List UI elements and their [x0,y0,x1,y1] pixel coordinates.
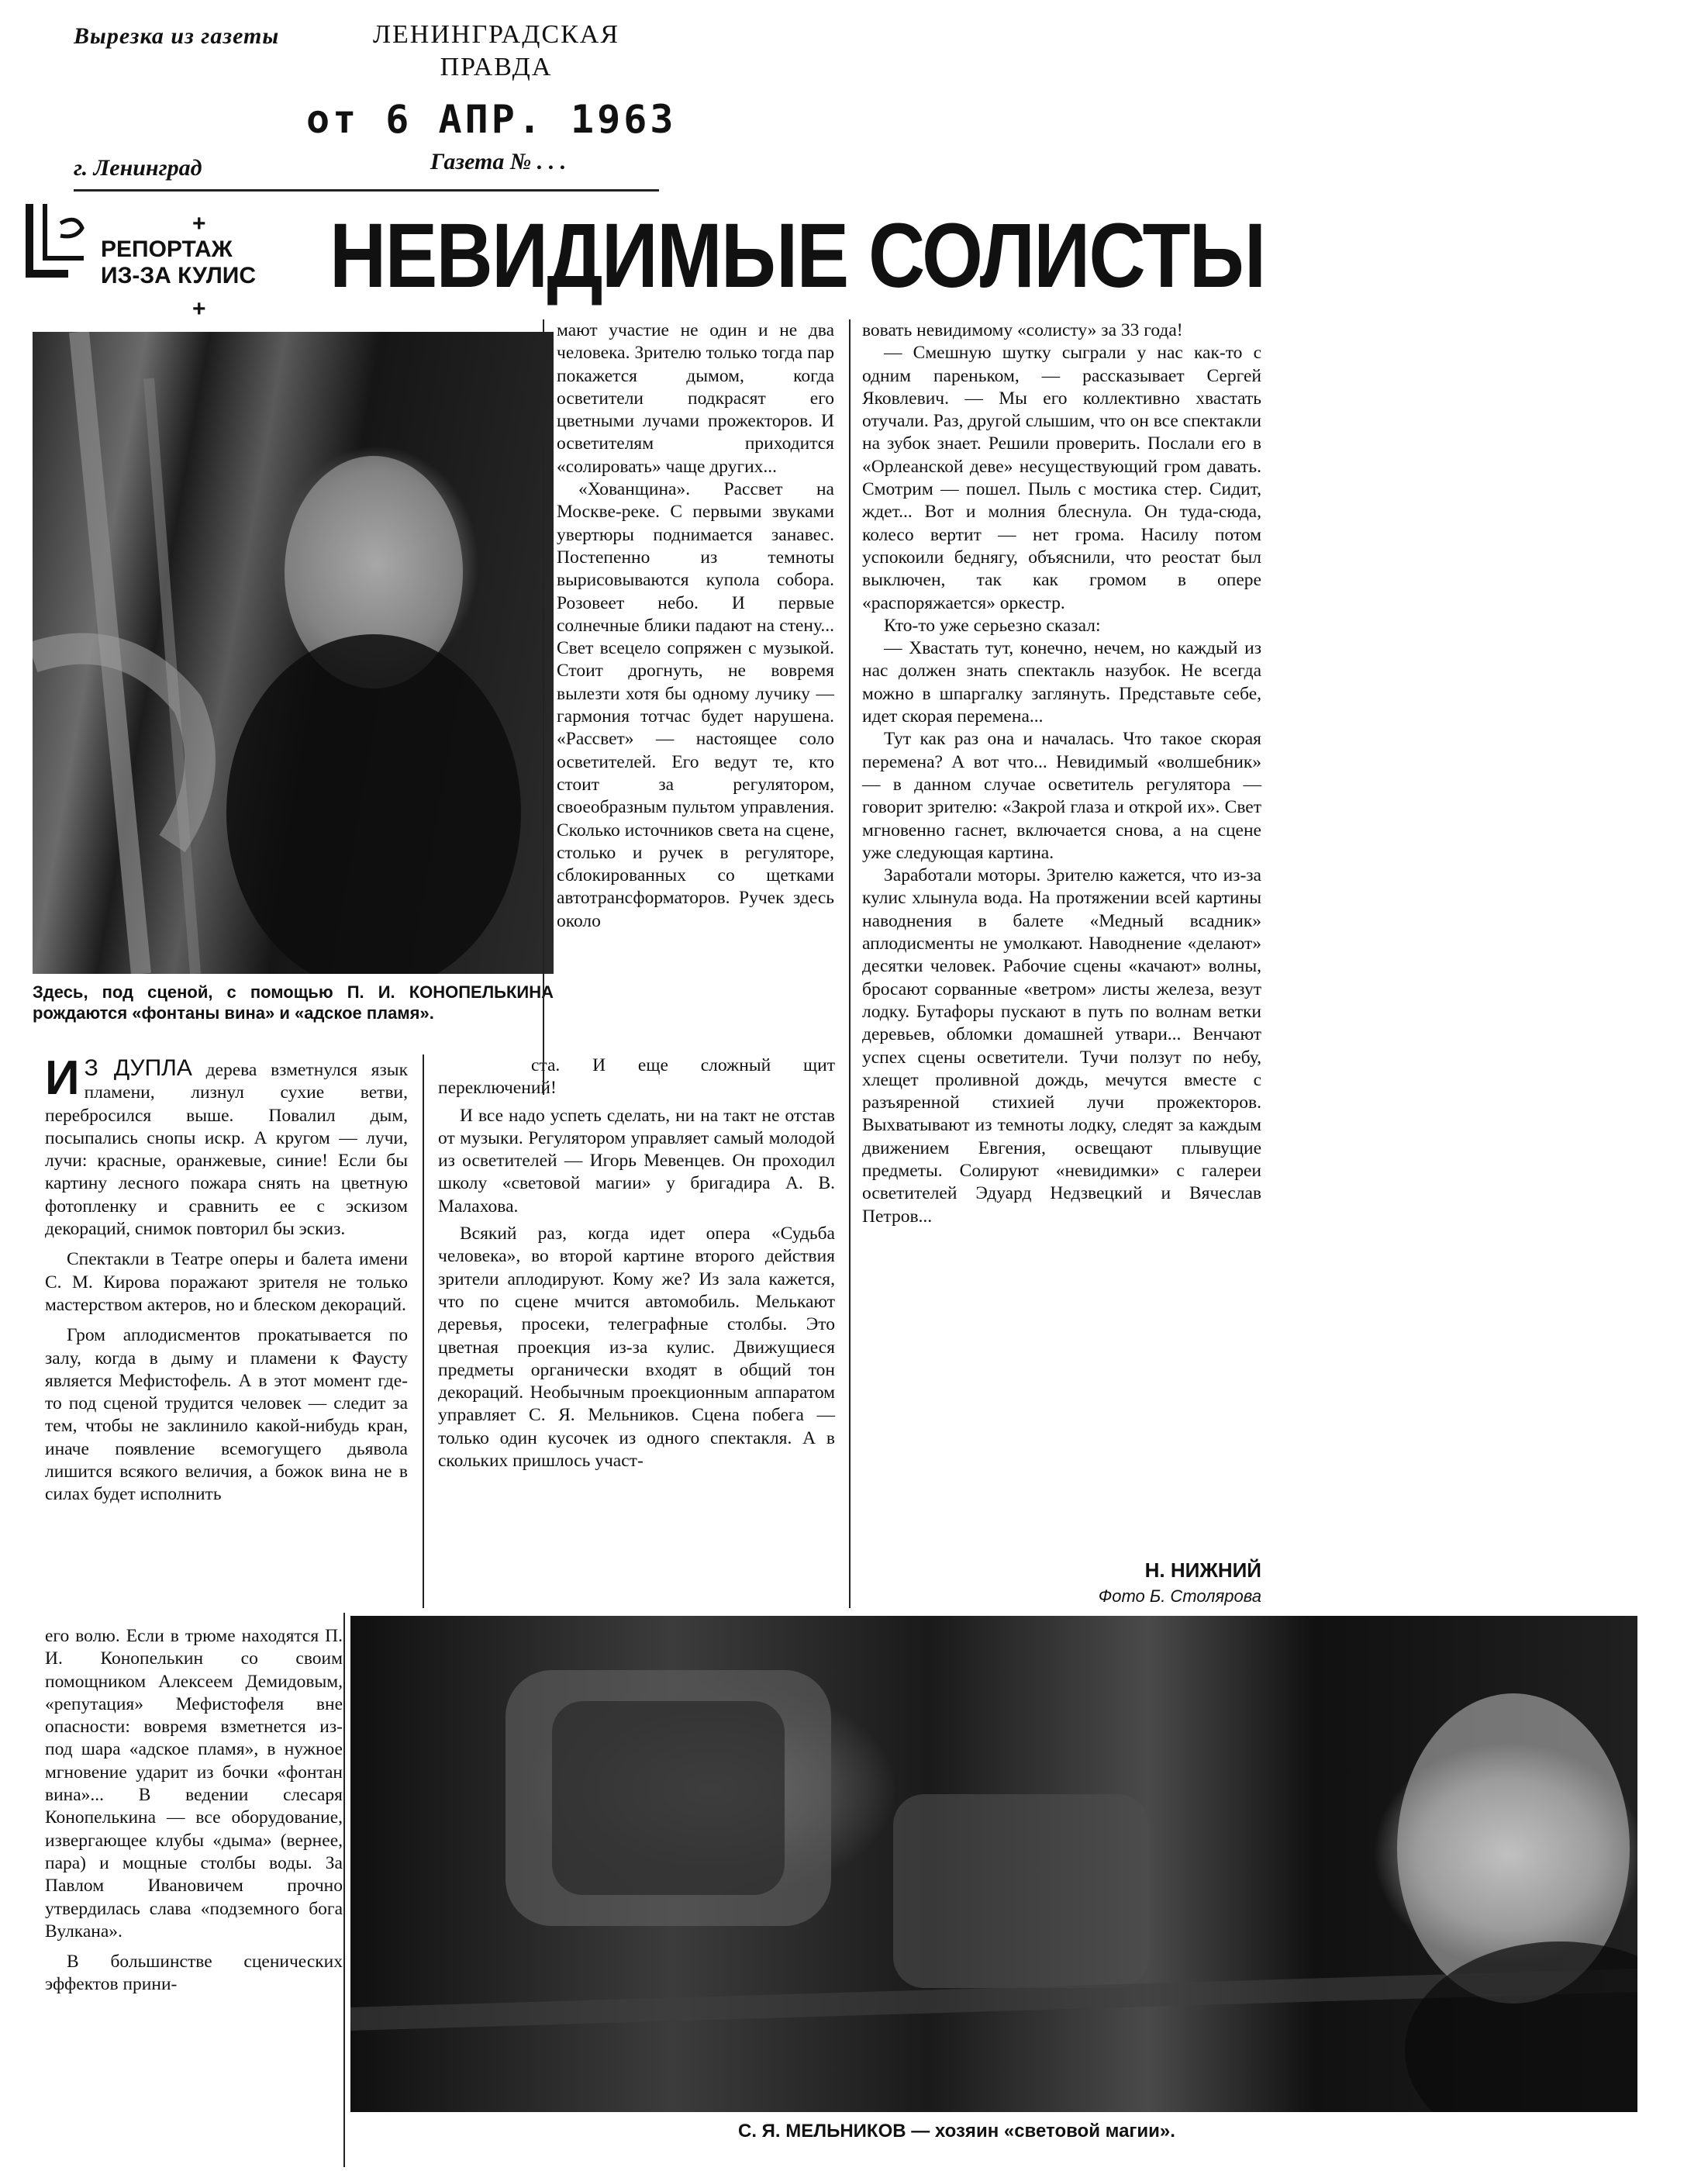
paragraph: Кто-то уже серьезно сказал: [884,615,1101,636]
clipping-label: Вырезка из газеты [74,23,280,49]
paragraph: — Хвастать тут, конечно, нечем, но каждый из нас должен знать спектакль назубок. Не всегда можно в шпаргалку заглянуть. Представьте себе, идет скорая перемена... [862,638,1261,727]
article-lead-paragraph [45,1051,408,1241]
rubric [101,236,256,289]
article-column-3 [862,319,1261,1228]
article-column-2-continued [438,1054,835,1472]
newspaper-name-line1: ЛЕНИНГРАДСКАЯ [372,20,620,49]
photo-melnikov-caption: С. Я. МЕЛЬНИКОВ — хозяин «световой магии». [738,2121,1175,2142]
photo-melnikov [350,1616,1637,2112]
author-signature: Н. НИЖНИЙ [1144,1558,1261,1582]
header-divider [74,189,659,192]
paragraph: Гром аплодисментов прокатывается по залу, когда в дыму и пламени к Фаусту является Мефистофель. А в этот момент где-то под сценой трудится человек — следит за тем, чтобы не заклинило какой-нибудь кран, иначе появление всемогущего дьявола лишится всякого величия, а божок вина не в силах будет исполнить [45,1325,408,1505]
paragraph: его волю. Если в трюме находятся П. И. Конопелькин со своим помощником Алексеем Демидовым, «репутация» Мефистофеля вне опасности: вовремя взметнется из-под шара «адское пламя», в нужное мгновение ударит из бочки «фонтан вина»... В ведении слесаря Конопелькина — все оборудование, извергающее клубы «дыма» (вернее, пара) и мощные столбы воды. За Павлом Ивановичем прочно утвердилась слава «подземного бога Вулкана». [45,1626,343,1941]
column-divider [423,1054,424,1608]
article-column-1-continued [45,1625,343,1997]
paragraph: ста. И еще сложный щит переключений! [438,1055,835,1099]
rubric-plus-top: + [192,211,206,236]
paragraph: Заработали моторы. Зрителю кажется, что из-за кулис хлынула вода. На протяжении всей картины наводнения в балете «Медный всадник» аплодисменты не умолкают. Наводнение «делают» десятки человек. Рабочие сцены «качают» волны, бросают сорванные «ветром» листы железа, везут лодку. Бутафоры пускают в путь по волнам ветки деревьев, обломки домашней утвари... Венчают успех сцены осветители. Тучи ползут по небу, хлещет проливной дождь, мечутся вместе с разъяренной стихией лучи прожекторов. Выхватывают из темноты лодку, следят за каждым движением Евгения, освещают плывущие предметы. Солируют «невидимки» с галереи осветителей Эдуард Недзвецкий и Вячеслав Петров... [862,865,1261,1227]
lead-first-words: З ДУПЛА [84,1055,192,1081]
date-stamp: от 6 АПР. 1963 [306,97,677,142]
article-column-1 [45,1051,408,1507]
photo-credit: Фото Б. Столярова [1098,1586,1261,1606]
paragraph: И все надо успеть сделать, ни на такт не отстав от музыки. Регулятором управляет самый молодой из осветителей — Игорь Мевенцев. Он проходил школу «световой магии» у бригадира А. В. Малахова. [438,1105,835,1217]
article-column-2 [557,319,834,933]
column-divider [343,1613,345,2167]
photo-konopelkin [33,332,554,974]
column-divider [543,319,544,1095]
rubric-plus-bottom: + [192,296,206,322]
newspaper-name [364,19,628,84]
paragraph: — Смешную шутку сыграли у нас как-то с одним пареньком, — рассказывает Сергей Яковлевич. — Мы его коллективно хвастать отучали. Раз, другой слышим, что он все спектакли на зубок знает. Решили проверить. Послали его в «Орлеанской деве» несуществующий гром давать. Смотрим — пошел. Пыль с мостика стер. Сидит, ждет... Вот и молния блеснула. Он туда-сюда, колесо вертит — нет грома. Насилу потом успокоили беднягу, объяснили, что реостат был выключен, так как громом в опере «распоряжается» оркестр. [862,343,1261,613]
paragraph: Спектакли в Театре оперы и балета имени С. М. Кирова поражают зрителя не только мастерством актеров, но и блеском декораций. [45,1249,408,1315]
column-divider [849,319,851,1608]
dropcap: И [45,1051,80,1105]
paragraph: вовать невидимому «солисту» за 33 года! [862,320,1183,340]
rubric-line1: РЕПОРТАЖ [101,236,233,262]
paragraph: Всякий раз, когда идет опера «Судьба человека», во второй картине второго действия зрители аплодируют. Кому же? Из зала кажется, что по сцене мчится автомобиль. Мелькают деревья, просеки, телеграфные столбы. Это цветная проекция из-за кулис. Движущиеся предметы органически входят в общий тон декораций. Необычным проекционным аппаратом управляет С. Я. Мельников. Сцена побега — только один кусочек из одного спектакля. А в скольких пришлось участ- [438,1224,835,1472]
paragraph: дерева взметнулся язык пламени, лизнул сухие ветви, перебросился выше. Повалил дым, посыпались снопы искр. А кругом — лучи, лучи: красные, оранжевые, синие! Если бы картину лесного пожара снять на цветную фотопленку и сравнить ее с эскизом декораций, снимок повторил бы эскиз. [45,1060,408,1240]
photo-melnikov-shapes [350,1616,1637,2112]
paragraph: Тут как раз она и началась. Что такое скорая перемена? А вот что... Невидимый «волшебник» — в данном случае осветитель регулятора — говорит зрителю: «Закрой глаза и открой их». Свет мгновенно гаснет, включается снова, а на сцене уже следующая картина. [862,729,1261,863]
city-label: г. Ленинград [74,155,202,181]
paragraph: «Хованщина». Рассвет на Москве-реке. С первыми звуками увертюры поднимается занавес. Постепенно из темноты вырисовываются купола собора. Розовеет небо. И первые солнечные блики падают на стену... Свет всецело сопряжен с музыкой. Стоит дрогнуть, не вовремя вылезти хотя бы одному лучику — гармония тотчас будет нарушена. «Рассвет» — настоящее соло осветителей. Его ведут те, кто стоит за регулятором, своеобразным пультом управления. Сколько источников света на сцене, столько и ручек в регуляторе, сблокированных со щетками автотрансформаторов. Ручек здесь около [557,479,834,931]
paragraph: мают участие не один и не два человека. Зрителю только тогда пар покажется дымом, когда осветители подкрасят его цветными лучами прожекторов. И осветителям приходится «солировать» чаще других... [557,320,834,477]
newspaper-number: Газета № . . . [430,149,567,174]
headline: НЕВИДИМЫЕ СОЛИСТЫ [330,205,1265,307]
paragraph: В большинстве сценических эффектов прини- [45,1952,343,1995]
rubric-logo-icon [22,200,91,285]
photo-konopelkin-shapes [33,332,554,974]
rubric-line2: ИЗ-ЗА КУЛИС [101,263,256,288]
newspaper-name-line2: ПРАВДА [440,53,553,81]
photo-konopelkin-caption: Здесь, под сценой, с помощью П. И. КОНОПЕЛЬКИНА рождаются «фонтаны вина» и «адское пламя». [33,982,554,1023]
